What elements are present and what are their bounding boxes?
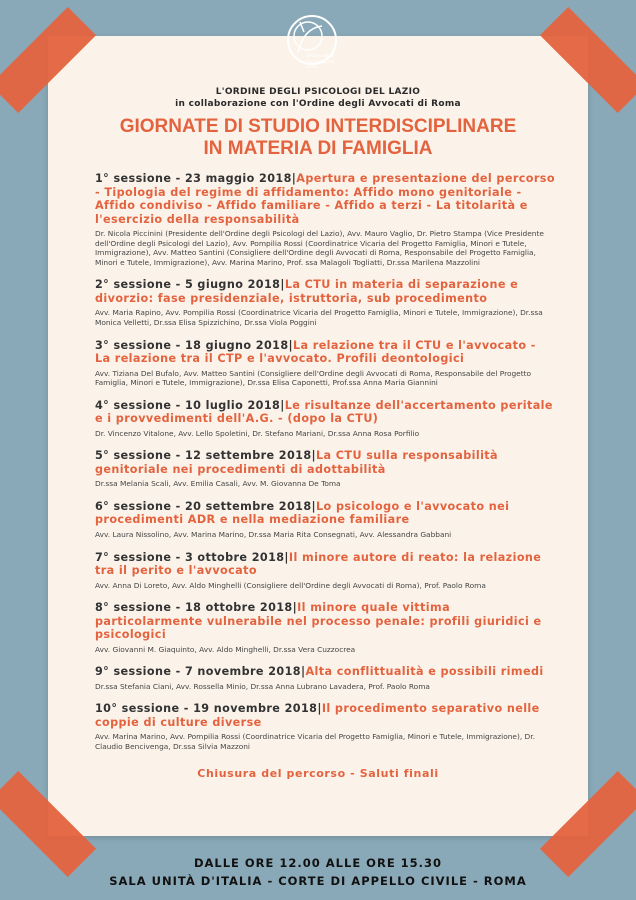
session-topic: Il minore quale vittima particolarmente vulnerabile nel processo penale: profili giuridici e psicologici (95, 601, 542, 642)
session-topic: La CTU sulla responsabilità genitoriale nei procedimenti di adottabilità (95, 449, 499, 476)
session-speakers: Avv. Laura Nissolino, Avv. Marina Marino, Dr.ssa Maria Rita Consegnati, Avv. Alessandra Gabbani (95, 529, 452, 539)
session-speakers: Avv. Tiziana Del Bufalo, Avv. Matteo Santini (Consigliere dell'Ordine degli Avvocati di Roma, Responsabile del Progetto Famiglia, Minori e Tutele, Immigrazione), Dr.ssa Elisa Caponetti, Prof.ssa Anna Maria Giannini (95, 368, 532, 388)
session-8 (95, 601, 555, 654)
session-head: 2° sessione - 5 giugno 2018| (95, 278, 285, 292)
session-3 (95, 339, 555, 388)
session-topic: Apertura e presentazione del percorso - Tipologia del regime di affidamento: Affido mono genitoriale - Affido condiviso - Affido familiare - Affido a terzi - La titolarità e l'esercizio della responsabilità (95, 172, 555, 226)
session-9 (95, 665, 555, 691)
session-4 (95, 399, 555, 439)
session-7 (95, 551, 555, 591)
session-5 (95, 449, 555, 489)
session-head: 1° sessione - 23 maggio 2018| (95, 172, 297, 185)
session-speakers: Dr. Vincenzo Vitalone, Avv. Lello Spoletini, Dr. Stefano Mariani, Dr.ssa Anna Rosa Porfilio (95, 428, 420, 438)
session-topic: La relazione tra il CTU e l'avvocato - La relazione tra il CTP e l'avvocato. Profili deontologici (95, 338, 536, 366)
page-title (0, 116, 636, 160)
session-topic: Le risultanze dell'accertamento peritale e i provvedimenti dell'A.G. - (dopo la CTU) (95, 398, 553, 426)
session-1 (95, 172, 555, 267)
session-topic: Il procedimento separativo nelle coppie di culture diverse (95, 702, 540, 729)
event-time: DALLE ORE 12.00 ALLE ORE 15.30 (193, 856, 443, 870)
session-head: 4° sessione - 10 luglio 2018| (95, 398, 285, 412)
session-10 (95, 702, 555, 751)
event-place: SALA UNITÀ D'ITALIA - CORTE DI APPELLO CIVILE - ROMA (109, 874, 527, 888)
session-head: 9° sessione - 7 novembre 2018| (95, 665, 306, 679)
session-head: 5° sessione - 12 settembre 2018| (95, 449, 317, 463)
collab-line: in collaborazione con l'Ordine degli Avvocati di Roma (175, 99, 461, 109)
session-head: 6° sessione - 20 settembre 2018| (95, 499, 317, 513)
org-line: L'ORDINE DEGLI PSICOLOGI DEL LAZIO (215, 87, 421, 97)
title-line-1: GIORNATE DI STUDIO INTERDISCIPLINARE (119, 116, 517, 137)
session-speakers: Avv. Marina Marino, Avv. Pompilia Rossi (Coordinatrice Vicaria del Progetto Famiglia, Minori e Tutele, Immigrazione), Dr. Claudio Bencivenga, Dr.ssa Silvia Mazzoni (95, 732, 535, 751)
closing-line: Chiusura del percorso - Saluti finali (197, 767, 439, 780)
session-topic: Alta conflittualità e possibili rimedi (305, 665, 544, 679)
session-topic: La CTU in materia di separazione e divorzio: fase presidenziale, istruttoria, sub procedimento (95, 278, 519, 305)
session-6 (95, 500, 555, 540)
session-topic: Lo psicologo e l'avvocato nei procedimenti ADR e nella mediazione familiare (95, 499, 510, 527)
title-line-2: IN MATERIA DI FAMIGLIA (203, 138, 433, 159)
session-speakers: Avv. Maria Rapino, Avv. Pompilia Rossi (Coordinatrice Vicaria del Progetto Famiglia, Minori e Tutele, Immigrazione), Dr.ssa Monica Velletti, Dr.ssa Elisa Spizzichino, Dr.ssa Viola Poggini (95, 308, 543, 327)
session-speakers: Dr.ssa Stefania Ciani, Avv. Rossella Minio, Dr.ssa Anna Lubrano Lavadera, Prof. Paolo Roma (95, 681, 430, 691)
session-speakers: Avv. Anna Di Loreto, Avv. Aldo Minghelli (Consigliere dell'Ordine degli Avvocati di Roma), Prof. Paolo Roma (95, 580, 486, 590)
session-head: 8° sessione - 18 ottobre 2018| (95, 601, 298, 615)
session-speakers: Avv. Giovanni M. Giaquinto, Avv. Aldo Minghelli, Dr.ssa Vera Cuzzocrea (95, 644, 356, 654)
session-2 (95, 278, 555, 327)
session-head: 3° sessione - 18 giugno 2018| (95, 338, 293, 352)
session-speakers: Dr.ssa Melania Scali, Avv. Emilia Casali, Avv. M. Giovanna De Toma (95, 479, 341, 489)
logo-text: Ordine degli Psicologi del Lazio (306, 54, 335, 70)
session-head: 7° sessione - 3 ottobre 2018| (95, 550, 289, 564)
session-head: 10° sessione - 19 novembre 2018| (95, 702, 322, 716)
session-topic: Il minore autore di reato: la relazione tra il perito e l'avvocato (95, 550, 542, 578)
session-speakers: Dr. Nicola Piccinini (Presidente dell'Ordine degli Psicologi del Lazio), Avv. Mauro Vaglio, Dr. Pietro Stampa (Vice Presidente dell'Ordine degli Psicologi del Lazio), Avv. Pompilia Rossi (Coordinatrice Vicaria del Progetto Famiglia, Minori e Tutele, Immigrazione), Avv. Matteo Santini (Consigliere dell'Ordine degli Avvocati di Roma, Responsabile del Progetto Famiglia, Minori e Tutele, Immigrazione), Avv. Marina Marino, Prof. ssa Malagoli Togliatti, Dr.ssa Marilena Mazzolini (95, 229, 544, 267)
sessions-list (95, 172, 555, 763)
